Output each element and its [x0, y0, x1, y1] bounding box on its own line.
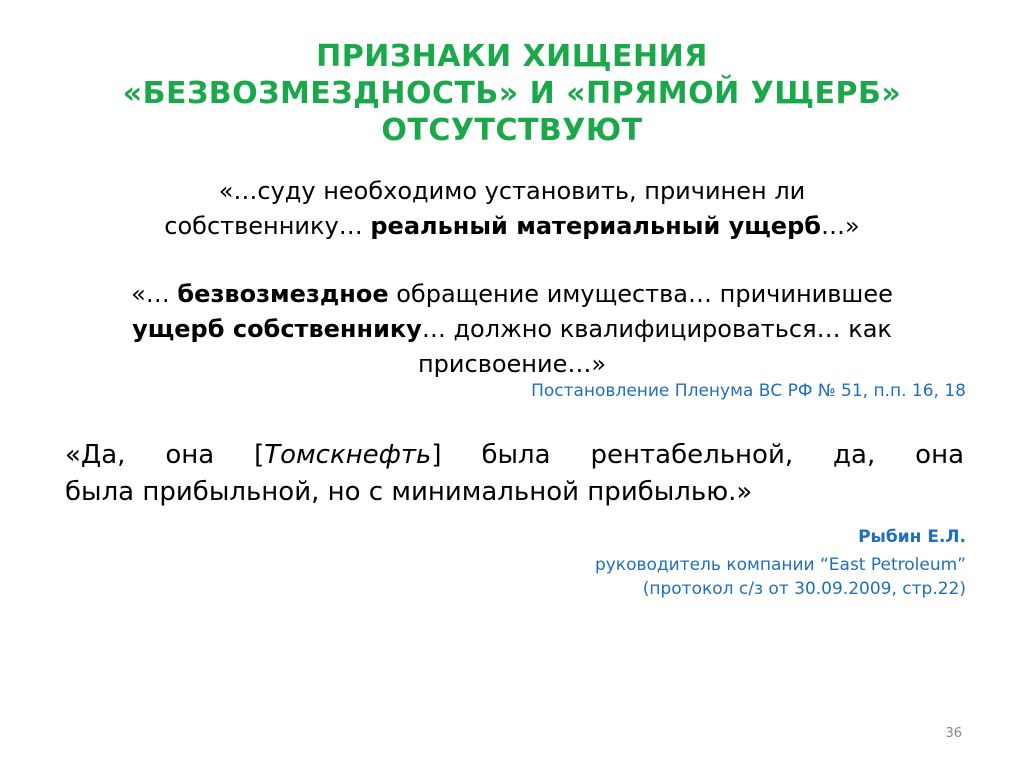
page-number: 36 — [945, 726, 962, 741]
quote-testimony-line-2: была прибыльной, но с минимальной прибылью.» — [65, 477, 753, 507]
author-reference: (протокол с/з от 30.09.2009, стр.22) — [642, 579, 966, 599]
bracket-close: ] — [431, 440, 442, 470]
quote-word: она — [915, 440, 964, 470]
title-line-3: ОТСУТСТВУЮТ — [381, 113, 643, 148]
author-name: Рыбин Е.Л. — [858, 527, 966, 547]
quote-gratuitous-line-1 — [60, 277, 964, 312]
quote-word: она — [165, 440, 215, 470]
title-line-1: ПРИЗНАКИ ХИЩЕНИЯ — [316, 39, 708, 74]
quote-gratuitous-line-2 — [60, 312, 964, 347]
quote-gratuitous-emphasis: безвозмездное — [177, 280, 389, 308]
quote-word: да, — [833, 440, 876, 470]
quote-testimony — [65, 437, 964, 511]
quote-damage-suffix: …» — [821, 212, 860, 240]
quote-word: рентабельной, — [590, 440, 794, 470]
quote-damage-prefix: собственнику… — [164, 212, 371, 240]
author-details — [595, 553, 966, 601]
quote-damage-line-2 — [60, 209, 964, 244]
company-name: Томскнефть — [264, 440, 432, 470]
quote-word: была — [481, 440, 551, 470]
slide-title — [40, 38, 984, 149]
quote-testimony-line-1 — [65, 437, 964, 474]
quote-damage-line-1: «…суду необходимо установить, причинен ли — [218, 177, 806, 205]
quote-word: «Да, — [65, 440, 126, 470]
quote-gratuitous — [60, 277, 964, 382]
source-citation: Постановление Пленума ВС РФ № 51, п.п. 16, 18 — [531, 381, 966, 401]
quote-gratuitous-prefix: «… — [131, 280, 178, 308]
quote-gratuitous-suffix: обращение имущества… причинившее — [388, 280, 893, 308]
quote-gratuitous-line-3: присвоение…» — [417, 350, 607, 378]
title-line-2: «БЕЗВОЗМЕЗДНОСТЬ» И «ПРЯМОЙ УЩЕРБ» — [122, 76, 902, 111]
quote-gratuitous-suffix-2: … должно квалифицироваться… как — [421, 315, 892, 343]
quote-company — [254, 437, 441, 474]
quote-gratuitous-emphasis-2: ущерб собственнику — [132, 315, 422, 343]
quote-damage-emphasis: реальный материальный ущерб — [370, 212, 822, 240]
quote-damage — [60, 174, 964, 244]
author-role: руководитель компании “East Petroleum” — [594, 555, 966, 575]
bracket-open: [ — [254, 440, 265, 470]
